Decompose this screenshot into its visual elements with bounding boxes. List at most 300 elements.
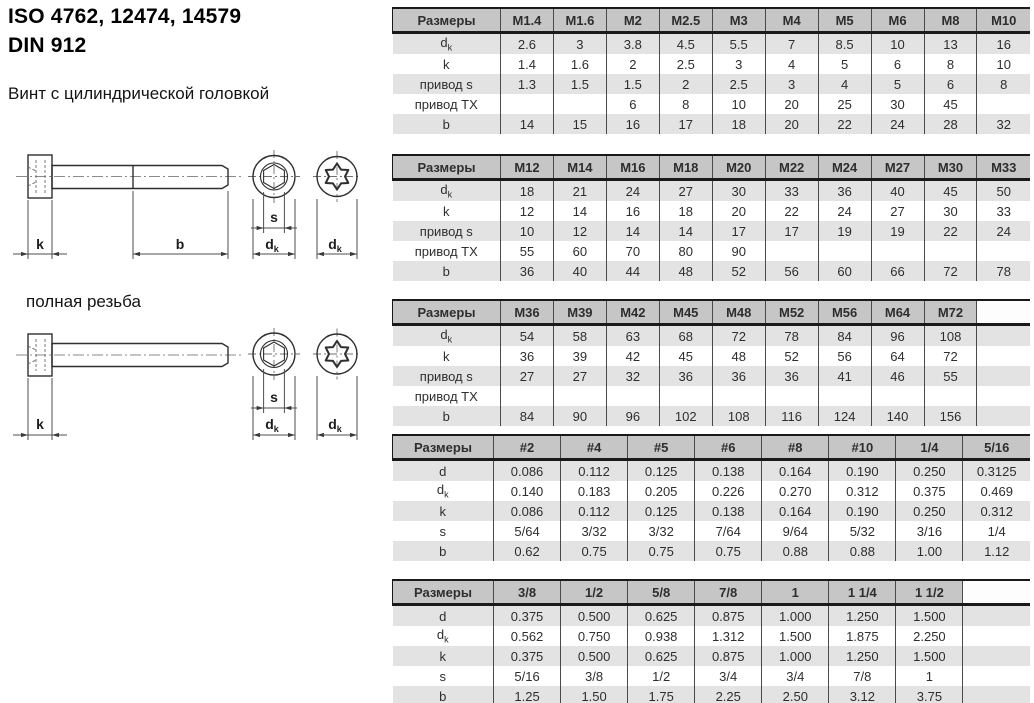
dimensions-table-m1_4-m10 bbox=[392, 7, 1030, 134]
column-header: M2 bbox=[606, 8, 659, 33]
table-cell: 19 bbox=[871, 221, 924, 241]
column-header: M1.6 bbox=[553, 8, 606, 33]
column-header: M2.5 bbox=[659, 8, 712, 33]
column-header: M1.4 bbox=[501, 8, 554, 33]
table-cell: 6 bbox=[871, 54, 924, 74]
row-label: k bbox=[443, 56, 450, 72]
column-header: M18 bbox=[659, 155, 712, 180]
table-cell: 54 bbox=[501, 325, 554, 347]
table-cell: 16 bbox=[977, 33, 1030, 55]
standard-title-line2: DIN 912 bbox=[8, 34, 87, 57]
table-cell: 48 bbox=[712, 346, 765, 366]
table-cell: 6 bbox=[606, 94, 659, 114]
screw-drawing-full-thread bbox=[10, 314, 385, 449]
row-label: привод s bbox=[393, 74, 501, 94]
column-header: #5 bbox=[628, 435, 695, 460]
table-cell: 30 bbox=[712, 180, 765, 202]
table-cell bbox=[924, 386, 977, 406]
table-cell: 2 bbox=[606, 54, 659, 74]
row-label: k bbox=[443, 348, 450, 364]
table-cell bbox=[977, 94, 1030, 114]
table-cell: 0.500 bbox=[561, 605, 628, 627]
row-label: привод TX bbox=[414, 243, 478, 259]
table-cell: 18 bbox=[501, 180, 554, 202]
table-cell: 27 bbox=[501, 366, 554, 386]
dim-label-k: k bbox=[36, 416, 44, 432]
table-cell: 16 bbox=[606, 114, 659, 134]
table-cell: 5.5 bbox=[712, 33, 765, 55]
table-cell: 1.3 bbox=[501, 74, 554, 94]
table-cell: 64 bbox=[871, 346, 924, 366]
table-cell: 0.312 bbox=[963, 501, 1030, 521]
table-cell: 2.6 bbox=[501, 33, 554, 55]
table-cell: 4.5 bbox=[659, 33, 712, 55]
table-cell bbox=[501, 94, 554, 114]
row-header-label: Размеры bbox=[393, 580, 494, 605]
table-cell: 1.250 bbox=[829, 646, 896, 666]
row-label: $d_k$ bbox=[393, 325, 501, 347]
table-cell: 33 bbox=[977, 201, 1030, 221]
table-cell: 48 bbox=[659, 261, 712, 281]
table-cell bbox=[818, 386, 871, 406]
table-cell: 0.375 bbox=[494, 646, 561, 666]
table-cell: 116 bbox=[765, 406, 818, 426]
table-cell: 84 bbox=[818, 325, 871, 347]
dimensions-table-m36-m72 bbox=[392, 299, 1030, 426]
table-cell bbox=[963, 666, 1030, 686]
row-header-label: Размеры bbox=[393, 8, 501, 33]
column-header: 1 1/2 bbox=[896, 580, 963, 605]
column-header: M33 bbox=[977, 155, 1030, 180]
table-cell bbox=[501, 386, 554, 406]
table-cell: 1.500 bbox=[896, 605, 963, 627]
row-label: b bbox=[393, 686, 494, 703]
table-cell: 0.125 bbox=[628, 501, 695, 521]
row-label: привод s bbox=[393, 366, 501, 386]
table-cell: 27 bbox=[659, 180, 712, 202]
dim-label-dk: $d_k$ bbox=[265, 416, 279, 434]
column-header: M39 bbox=[553, 300, 606, 325]
table-cell bbox=[553, 94, 606, 114]
table-cell: 3/8 bbox=[561, 666, 628, 686]
column-header: 1/2 bbox=[561, 580, 628, 605]
table-cell: 72 bbox=[924, 261, 977, 281]
table-cell: 13 bbox=[924, 33, 977, 55]
table-cell: 2.5 bbox=[712, 74, 765, 94]
table-cell: 52 bbox=[765, 346, 818, 366]
table-cell: 9/64 bbox=[762, 521, 829, 541]
table-cell: 3 bbox=[712, 54, 765, 74]
table-cell: 0.375 bbox=[896, 481, 963, 501]
product-name: Винт с цилиндрической головкой bbox=[8, 84, 270, 103]
column-header: 7/8 bbox=[695, 580, 762, 605]
table-cell: 0.3125 bbox=[963, 460, 1030, 482]
table-cell: 22 bbox=[924, 221, 977, 241]
table-cell: 42 bbox=[606, 346, 659, 366]
table-cell: 32 bbox=[977, 114, 1030, 134]
table-cell: 0.190 bbox=[829, 501, 896, 521]
table-cell bbox=[977, 406, 1030, 426]
column-header: M24 bbox=[818, 155, 871, 180]
table-cell: 102 bbox=[659, 406, 712, 426]
torx-socket-end-view bbox=[313, 151, 361, 259]
table-cell: 40 bbox=[553, 261, 606, 281]
screw-side-view bbox=[13, 155, 243, 259]
row-label: привод TX bbox=[414, 96, 478, 112]
table-cell: 3.12 bbox=[829, 686, 896, 703]
column-header: M22 bbox=[765, 155, 818, 180]
table-cell: 0.250 bbox=[896, 501, 963, 521]
table-cell: 21 bbox=[553, 180, 606, 202]
row-label: k bbox=[393, 501, 494, 521]
dim-label-k: k bbox=[36, 236, 44, 252]
table-cell: 14 bbox=[659, 221, 712, 241]
table-cell: 8 bbox=[659, 94, 712, 114]
table-cell: 1/4 bbox=[963, 521, 1030, 541]
table-cell: 0.625 bbox=[628, 605, 695, 627]
dimensions-table-inch-small bbox=[392, 434, 1030, 561]
table-cell: 0.183 bbox=[561, 481, 628, 501]
table-cell: 1.500 bbox=[896, 646, 963, 666]
table-cell: 0.375 bbox=[494, 605, 561, 627]
table-cell: 55 bbox=[501, 241, 554, 261]
table-cell: 2.250 bbox=[896, 626, 963, 646]
table-cell: 20 bbox=[765, 114, 818, 134]
column-header: 1/4 bbox=[896, 435, 963, 460]
table-cell: 20 bbox=[712, 201, 765, 221]
table-cell: 2.25 bbox=[695, 686, 762, 703]
row-label: привод s bbox=[393, 221, 501, 241]
column-header: M27 bbox=[871, 155, 924, 180]
table-cell: 6 bbox=[924, 74, 977, 94]
table-cell: 19 bbox=[818, 221, 871, 241]
table-cell: 17 bbox=[659, 114, 712, 134]
table-cell: 10 bbox=[871, 33, 924, 55]
table-cell: 20 bbox=[765, 94, 818, 114]
table-cell: 3/32 bbox=[628, 521, 695, 541]
table-cell: 22 bbox=[818, 114, 871, 134]
table-cell: 55 bbox=[924, 366, 977, 386]
table-cell: 5/64 bbox=[494, 521, 561, 541]
table-cell: 7/8 bbox=[829, 666, 896, 686]
table-cell: 56 bbox=[818, 346, 871, 366]
table-cell: 1.12 bbox=[963, 541, 1030, 561]
table-cell: 25 bbox=[818, 94, 871, 114]
table-cell: 15 bbox=[553, 114, 606, 134]
table-cell: 22 bbox=[765, 201, 818, 221]
dimensions-table-inch-large bbox=[392, 579, 1030, 703]
table-cell: 108 bbox=[712, 406, 765, 426]
table-cell: 10 bbox=[501, 221, 554, 241]
table-cell: 0.75 bbox=[628, 541, 695, 561]
table-cell: 84 bbox=[501, 406, 554, 426]
table-cell bbox=[606, 386, 659, 406]
dim-label-dk: $d_k$ bbox=[328, 236, 342, 254]
table-cell: 18 bbox=[659, 201, 712, 221]
table-cell: 0.75 bbox=[695, 541, 762, 561]
table-cell: 0.270 bbox=[762, 481, 829, 501]
table-cell: 28 bbox=[924, 114, 977, 134]
row-label: k bbox=[393, 646, 494, 666]
table-cell bbox=[765, 386, 818, 406]
table-cell: 1.312 bbox=[695, 626, 762, 646]
table-cell: 2.5 bbox=[659, 54, 712, 74]
table-cell bbox=[659, 386, 712, 406]
table-cell: 60 bbox=[818, 261, 871, 281]
table-cell: 0.500 bbox=[561, 646, 628, 666]
column-header: M72 bbox=[924, 300, 977, 325]
table-cell: 16 bbox=[606, 201, 659, 221]
row-label: b bbox=[393, 261, 501, 281]
row-label: $d_k$ bbox=[393, 180, 501, 202]
table-cell: 156 bbox=[924, 406, 977, 426]
column-header: 5/16 bbox=[963, 435, 1030, 460]
table-cell: 24 bbox=[977, 221, 1030, 241]
table-cell: 1.000 bbox=[762, 605, 829, 627]
column-header: #2 bbox=[494, 435, 561, 460]
table-cell: 0.112 bbox=[561, 460, 628, 482]
row-label: b bbox=[393, 114, 501, 134]
table-cell: 78 bbox=[977, 261, 1030, 281]
table-cell bbox=[871, 241, 924, 261]
table-cell: 0.250 bbox=[896, 460, 963, 482]
table-cell: 0.625 bbox=[628, 646, 695, 666]
row-label: привод TX bbox=[414, 388, 478, 404]
table-cell: 3/4 bbox=[695, 666, 762, 686]
table-cell: 2.50 bbox=[762, 686, 829, 703]
row-label: b bbox=[393, 406, 501, 426]
column-header bbox=[977, 300, 1030, 325]
table-cell: 3/4 bbox=[762, 666, 829, 686]
table-cell: 0.140 bbox=[494, 481, 561, 501]
column-header: M10 bbox=[977, 8, 1030, 33]
table-cell: 10 bbox=[977, 54, 1030, 74]
row-header-label: Размеры bbox=[393, 300, 501, 325]
table-cell bbox=[977, 241, 1030, 261]
table-cell: 1.5 bbox=[553, 74, 606, 94]
row-label: s bbox=[439, 668, 446, 684]
row-header-label: Размеры bbox=[393, 435, 494, 460]
table-cell: 1.25 bbox=[494, 686, 561, 703]
column-header: M42 bbox=[606, 300, 659, 325]
dimensions-table-m12-m33 bbox=[392, 154, 1030, 281]
table-cell: 36 bbox=[501, 261, 554, 281]
table-cell: 3.75 bbox=[896, 686, 963, 703]
table-cell: 0.138 bbox=[695, 501, 762, 521]
table-cell: 1.75 bbox=[628, 686, 695, 703]
table-cell: 1/2 bbox=[628, 666, 695, 686]
table-cell: 50 bbox=[977, 180, 1030, 202]
table-cell: 36 bbox=[765, 366, 818, 386]
row-label: s bbox=[439, 523, 446, 539]
table-cell: 0.086 bbox=[494, 501, 561, 521]
table-cell: 0.312 bbox=[829, 481, 896, 501]
table-cell bbox=[977, 366, 1030, 386]
table-cell: 0.164 bbox=[762, 460, 829, 482]
table-cell: 3 bbox=[765, 74, 818, 94]
table-cell: 0.938 bbox=[628, 626, 695, 646]
screw-drawing-partial-thread bbox=[10, 142, 385, 270]
table-cell: 3/32 bbox=[561, 521, 628, 541]
table-cell: 12 bbox=[553, 221, 606, 241]
table-cell: 0.88 bbox=[829, 541, 896, 561]
table-cell: 5/16 bbox=[494, 666, 561, 686]
table-cell: 40 bbox=[871, 180, 924, 202]
table-cell: 4 bbox=[818, 74, 871, 94]
table-cell: 3.8 bbox=[606, 33, 659, 55]
table-cell: 60 bbox=[553, 241, 606, 261]
dim-label-b: b bbox=[175, 236, 185, 252]
column-header: M4 bbox=[765, 8, 818, 33]
table-cell bbox=[963, 605, 1030, 627]
table-cell: 124 bbox=[818, 406, 871, 426]
table-cell: 14 bbox=[553, 201, 606, 221]
table-cell: 14 bbox=[606, 221, 659, 241]
table-cell: 7 bbox=[765, 33, 818, 55]
table-cell bbox=[818, 241, 871, 261]
table-cell bbox=[924, 241, 977, 261]
column-header: M12 bbox=[501, 155, 554, 180]
table-cell: 27 bbox=[871, 201, 924, 221]
table-cell: 96 bbox=[871, 325, 924, 347]
row-label: $d_k$ bbox=[436, 627, 449, 645]
table-cell: 17 bbox=[712, 221, 765, 241]
table-cell: 14 bbox=[501, 114, 554, 134]
table-cell: 8 bbox=[924, 54, 977, 74]
table-cell: 45 bbox=[659, 346, 712, 366]
column-header: M16 bbox=[606, 155, 659, 180]
column-header: M64 bbox=[871, 300, 924, 325]
table-cell bbox=[963, 626, 1030, 646]
table-cell: 1.500 bbox=[762, 626, 829, 646]
table-cell: 108 bbox=[924, 325, 977, 347]
torx-socket-end-view bbox=[313, 329, 361, 441]
table-cell: 0.88 bbox=[762, 541, 829, 561]
table-cell: 36 bbox=[501, 346, 554, 366]
table-cell bbox=[553, 386, 606, 406]
table-cell: 5 bbox=[818, 54, 871, 74]
table-cell: 44 bbox=[606, 261, 659, 281]
column-header: #6 bbox=[695, 435, 762, 460]
table-cell: 1.875 bbox=[829, 626, 896, 646]
table-cell: 72 bbox=[924, 346, 977, 366]
table-cell bbox=[871, 386, 924, 406]
column-header: M6 bbox=[871, 8, 924, 33]
table-cell: 5/32 bbox=[829, 521, 896, 541]
hex-socket-end-view bbox=[248, 150, 300, 259]
table-cell: 1.6 bbox=[553, 54, 606, 74]
table-cell: 0.112 bbox=[561, 501, 628, 521]
table-cell: 32 bbox=[606, 366, 659, 386]
column-header: M45 bbox=[659, 300, 712, 325]
table-cell: 140 bbox=[871, 406, 924, 426]
table-cell bbox=[765, 241, 818, 261]
row-label: d bbox=[393, 605, 494, 627]
table-cell: 46 bbox=[871, 366, 924, 386]
table-cell: 8 bbox=[977, 74, 1030, 94]
column-header: 3/8 bbox=[494, 580, 561, 605]
table-cell: 45 bbox=[924, 94, 977, 114]
row-label: b bbox=[393, 541, 494, 561]
table-cell: 1.5 bbox=[606, 74, 659, 94]
row-label: k bbox=[443, 203, 450, 219]
column-header: M3 bbox=[712, 8, 765, 33]
table-cell: 0.469 bbox=[963, 481, 1030, 501]
column-header: M36 bbox=[501, 300, 554, 325]
table-cell bbox=[963, 686, 1030, 703]
dim-label-s: s bbox=[270, 389, 278, 405]
table-cell: 1.00 bbox=[896, 541, 963, 561]
table-cell: 52 bbox=[712, 261, 765, 281]
dim-label-s: s bbox=[270, 209, 278, 225]
table-cell: 17 bbox=[765, 221, 818, 241]
table-cell: 0.086 bbox=[494, 460, 561, 482]
column-header: M14 bbox=[553, 155, 606, 180]
table-cell: 30 bbox=[924, 201, 977, 221]
table-cell: 0.125 bbox=[628, 460, 695, 482]
table-cell: 18 bbox=[712, 114, 765, 134]
full-thread-label: полная резьба bbox=[26, 292, 141, 311]
column-header: M30 bbox=[924, 155, 977, 180]
table-cell: 41 bbox=[818, 366, 871, 386]
table-cell: 1.000 bbox=[762, 646, 829, 666]
column-header: #8 bbox=[762, 435, 829, 460]
table-cell: 1 bbox=[896, 666, 963, 686]
table-cell: 0.62 bbox=[494, 541, 561, 561]
table-cell bbox=[712, 386, 765, 406]
table-cell: 45 bbox=[924, 180, 977, 202]
table-cell: 0.164 bbox=[762, 501, 829, 521]
row-label: $d_k$ bbox=[393, 33, 501, 55]
table-cell: 0.205 bbox=[628, 481, 695, 501]
table-cell: 24 bbox=[606, 180, 659, 202]
row-label: d bbox=[393, 460, 494, 482]
table-cell: 36 bbox=[712, 366, 765, 386]
column-header bbox=[963, 580, 1030, 605]
table-cell: 1.250 bbox=[829, 605, 896, 627]
table-cell: 96 bbox=[606, 406, 659, 426]
table-cell: 0.875 bbox=[695, 605, 762, 627]
table-cell: 80 bbox=[659, 241, 712, 261]
table-cell: 27 bbox=[553, 366, 606, 386]
table-cell: 0.562 bbox=[494, 626, 561, 646]
table-cell bbox=[977, 386, 1030, 406]
table-cell: 66 bbox=[871, 261, 924, 281]
table-cell: 0.75 bbox=[561, 541, 628, 561]
table-cell: 68 bbox=[659, 325, 712, 347]
table-cell: 70 bbox=[606, 241, 659, 261]
table-cell: 0.750 bbox=[561, 626, 628, 646]
column-header: M56 bbox=[818, 300, 871, 325]
table-cell: 0.875 bbox=[695, 646, 762, 666]
dim-label-dk: $d_k$ bbox=[328, 416, 342, 434]
table-cell: 1.4 bbox=[501, 54, 554, 74]
table-cell: 36 bbox=[659, 366, 712, 386]
column-header: M5 bbox=[818, 8, 871, 33]
table-cell bbox=[977, 325, 1030, 347]
column-header: M48 bbox=[712, 300, 765, 325]
table-cell: 5 bbox=[871, 74, 924, 94]
table-cell: 33 bbox=[765, 180, 818, 202]
table-cell: 3/16 bbox=[896, 521, 963, 541]
column-header: 1 bbox=[762, 580, 829, 605]
table-cell: 24 bbox=[871, 114, 924, 134]
table-cell: 2 bbox=[659, 74, 712, 94]
table-cell: 24 bbox=[818, 201, 871, 221]
table-cell: 90 bbox=[712, 241, 765, 261]
table-cell: 10 bbox=[712, 94, 765, 114]
row-header-label: Размеры bbox=[393, 155, 501, 180]
